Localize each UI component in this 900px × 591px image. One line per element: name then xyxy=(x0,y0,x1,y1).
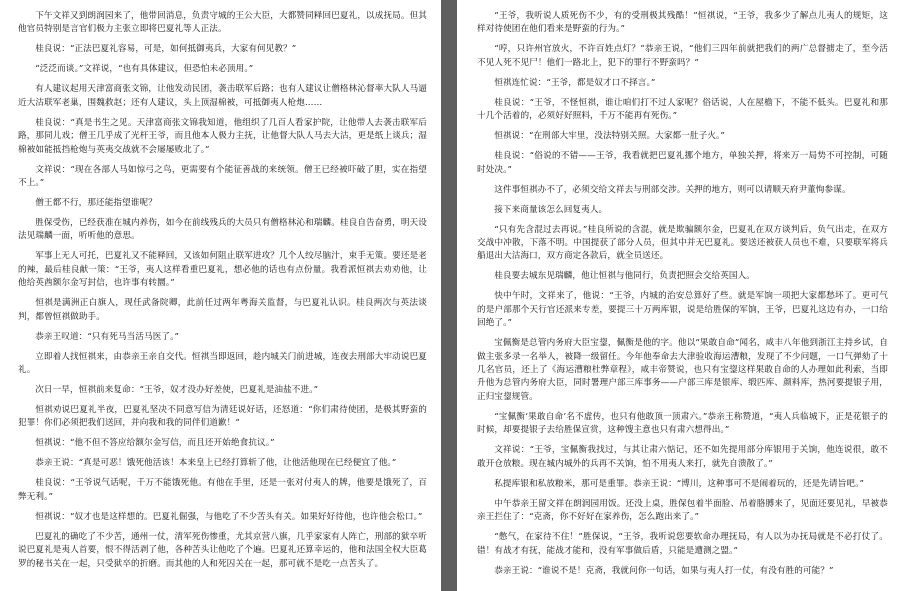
paragraph: 恒祺说：“在刑部大牢里，没法特别关照。大家都一肚子火。” xyxy=(494,131,725,142)
paragraph: 桂良要去城东见瑞麟，他让恒祺与他同行，负责把照会交给英国人。 xyxy=(494,271,756,282)
paragraph: 下午文祥又到朗润园来了，他带回消息，负责守城的王公大臣，大都赞同释回巴夏礼，以成抚局。但其他官员特别是言官们极力主张立即将巴夏礼等人正法。 xyxy=(18,11,427,35)
paragraph: 恒祺说：“奴才也是这样想的。巴夏礼倔强，与他吃了不少苦头有关。如果好好待他，也许他会松口。” xyxy=(35,511,423,522)
paragraph: 有人建议起用天津富商张文锦，让他发动民团，袭击联军后路；也有人建议让僧格林沁督率大队人马逼近大沽联军老巢，围魏救赵；还有人建议，头上顶湿棉被，可抵御夷人枪炮…… xyxy=(18,84,427,108)
page-gutter xyxy=(441,0,457,591)
paragraph: “只有先含混过去再说。”桂良所说的含混，就是欺骗额尔金，巴夏礼在双方谈判后，负气出走，在双方交战中冲散，下落不明。中国提获了部分人员，但其中并无巴夏礼。要送还被获人员也不难，只要联军将兵船退出大沽海口，双方商定各款后，就全员送还。 xyxy=(477,224,888,262)
paragraph: 这件事恒祺办不了，必须交给文祥去与刑部交涉。关押的地方，则可以请顺天府尹董恂参谋。 xyxy=(494,184,851,195)
paragraph: 桂良说：“真是书生之见。天津富商张文锦我知道，他组织了几百人看家护院，让他带人去袭击联军后路，那同儿戏；僧王几乎成了光杆王爷，而且他本人极力主抚，让他督大队人马去大沽，更是纸上谈兵；湿棉被如能抵挡枪炮与英夷交战就不会屡屡败北了。” xyxy=(18,117,427,155)
paragraph: 桂良说：“王爷，不怪恒祺，谁让咱们打不过人家呢？俗话说，人在屋檐下，不能不低头。巴夏礼和那十几个活着的，必须好好照料，千万不能再有死伤。” xyxy=(477,97,888,122)
paragraph: 次日一早，恒祺前来复命：“王爷，奴才没办好差使，巴夏礼是油盐不进。” xyxy=(35,385,319,396)
paragraph: 巴夏礼的确吃了不少苦，通州一仗，清军死伤惨重，尤其京营八旗，几乎家家有人阵亡，刑部的狱卒听说巴夏礼是夷人首要，恨不得活剥了他，各种苦头让他吃了个遍。巴夏礼还算幸运的，他和法国全权大臣葛罗的秘书关在一起，只受狱卒的折磨。而其他的人和死囚关在一起，那可就不是吃一点苦头了。 xyxy=(18,531,427,569)
paragraph: 桂良说：“俗说的不错——王爷，我看就把巴夏礼挪个地方，单独关押，将来万一局势不可控制，可随时处决。” xyxy=(477,151,888,175)
paragraph: 桂良说：“正法巴夏礼容易，可是，如何抵御夷兵，大家有何见教？” xyxy=(35,44,297,55)
paragraph: 中午恭亲王留文祥在朗润园用饭。还没上桌，胜保包着半面脸、吊着胳膊来了，见面还要见礼，早被恭亲王拦住了：“克斋，你不好好在家养伤，怎么跑出来了。” xyxy=(477,498,888,523)
paragraph: 桂良说：“王爷说气话呢，千万不能饿死他。有他在手里，还是一张对付夷人的牌，他要是饿死了，百弊无利。” xyxy=(18,478,427,502)
paragraph: 快中午时，文祥来了，他说：“王爷，内城的治安总算好了些。就是军饷一项把大家都愁坏了。更可气的是户部那个天行官还派来专差，要提三十万两库银，说是给胜保的军饷，王爷，巴夏礼这边有办，一口给回绝了。” xyxy=(477,291,888,329)
paragraph: 恭亲王说：“谁说不是！克斋，我就问你一句话，如果与夷人打一仗，有没有胜的可能？” xyxy=(494,565,834,576)
paragraph: “宝佩衡‘果敢自命’名不虚传，也只有他敢顶一顶肃六。”恭亲王称赞道，“夷人兵临城下，正是花银子的时候，却要提银子去给胜保宣赏，这种馊主意也只有肃六想得出。” xyxy=(477,411,888,436)
paragraph: 私提库银和私放粮米，那可是重罪。恭亲王说：“博川，这种事可不是闹着玩的，还是先请旨吧。” xyxy=(494,478,865,489)
paragraph: “泛泛而谈。”文祥说，“也有具体建议，但恐怕未必顶用。” xyxy=(35,64,254,75)
left-page xyxy=(0,0,441,591)
paragraph: 胜保受伤，已经获准在城内养伤，如今在前线残兵的大员只有僧格林沁和瑞麟。桂良自告奋勇，明天设法见瑞麟一面，听听他的意思。 xyxy=(18,218,427,242)
paragraph: 恒祺是满洲正白旗人，现任武备院卿，此前任过两年粤海关监督，与巴夏礼认识。桂良两次与英法谈判，都曾恒祺做助手。 xyxy=(18,298,427,322)
paragraph: 恭亲王叹道：“只有死马当活马医了。” xyxy=(35,331,179,342)
paragraph: 恒祺说：“他不但不答应给额尔金写信，而且还开始绝食抗议。” xyxy=(35,438,275,449)
paragraph: 恭亲王说：“真是可恶！饿死他活该！本来皇上已经打算斩了他，让他活他现在已经便宜了他。” xyxy=(35,458,397,469)
paragraph: 宝佩衡是总管内务府大臣宝鋆，佩衡是他的字。他以“果敢自命”闻名，咸丰八年他到浙江主持乡试，自做主张多录一名举人，被降一级留任。今年他奉命去大津验收海运漕粮，发现了不少问题，一口气弹劾了十几名官员，还上了《海运漕粮杜弊章程》，咸丰帝赞说，也只有宝鋆这样果敢自命的人办理如此利索，当即升他为总管内务府大臣，同时署理户部三库事务——户部三库是银库、缎匹库、颜料库，热河要提银子用，正归宝鋆规管。 xyxy=(477,338,888,402)
paragraph: 恒祺连忙说：“王爷，都是奴才口不择言。” xyxy=(494,77,656,88)
paragraph: 僧王都不行，那还能指望谁呢？ xyxy=(35,198,157,209)
paragraph: “憋气，在家待不住！”胜保说，“王爷，我听说您要软命办理抚局，有人以为办抚局就是不必打仗了。错！有战才有抚，能战才能和，没有军事做后盾，只能是遭测之盟。” xyxy=(477,532,888,556)
paragraph: 恒祺劝说巴夏礼半夜，巴夏礼坚决不同意写信为清廷说好话，还怒道：“你们肃待使团，是极其野蛮的犯罪！你们必须把我们送回，并向我和我的同伴们道歉！” xyxy=(18,405,427,429)
paragraph: 文祥说：“现在各部人马如惊弓之鸟，更需要有个能征善战的来统领。僧王已经被吓破了胆，实在指望不上。” xyxy=(18,164,427,189)
paragraph: 接下来商量该怎么回复夷人。 xyxy=(494,204,608,215)
paragraph: 文祥说：“王爷，宝佩衡我找过，与其让肃六惦记，还不如先提用部分库银用于关饷，他连说很，敢不敢开仓放粮。现在城内城外的兵再不关饷，怕不用夷人来打，就先自溃散了。” xyxy=(477,445,888,469)
paragraph: 立即着人找恒祺来，由恭亲王亲自交代。恒祺当即返回，趁内城关门前进城，连夜去刑部大牢动说巴夏礼。 xyxy=(18,351,427,376)
paragraph: 军事上无人可托，巴夏礼又不能释回，又该如何阻止联军进攻？几个人绞尽脑汁，束手无策。要还是老的辣，最后桂良献一策：“王爷，夷人这样看重巴夏礼，想必他的话也有点份量。我看派恒祺去劝劝他，让他给英酋额尔金写封信，也许事有转圜。” xyxy=(18,251,427,289)
paragraph: “哼，只许州官放火，不许百姓点灯？”恭亲王说，“他们三四年前就把我们的两广总督掳走了，至今活不见人死不见尸！他们一路北上，犯下的罪行不野蛮吗？” xyxy=(477,44,888,68)
paragraph: “王爷，我听说人质死伤不少，有的受刑极其残酷！”恒祺说，“王爷，我多少了解点儿夷人的规矩，这样对待使团在他们看来是野蛮的行为。” xyxy=(477,11,888,35)
right-page xyxy=(457,0,900,591)
